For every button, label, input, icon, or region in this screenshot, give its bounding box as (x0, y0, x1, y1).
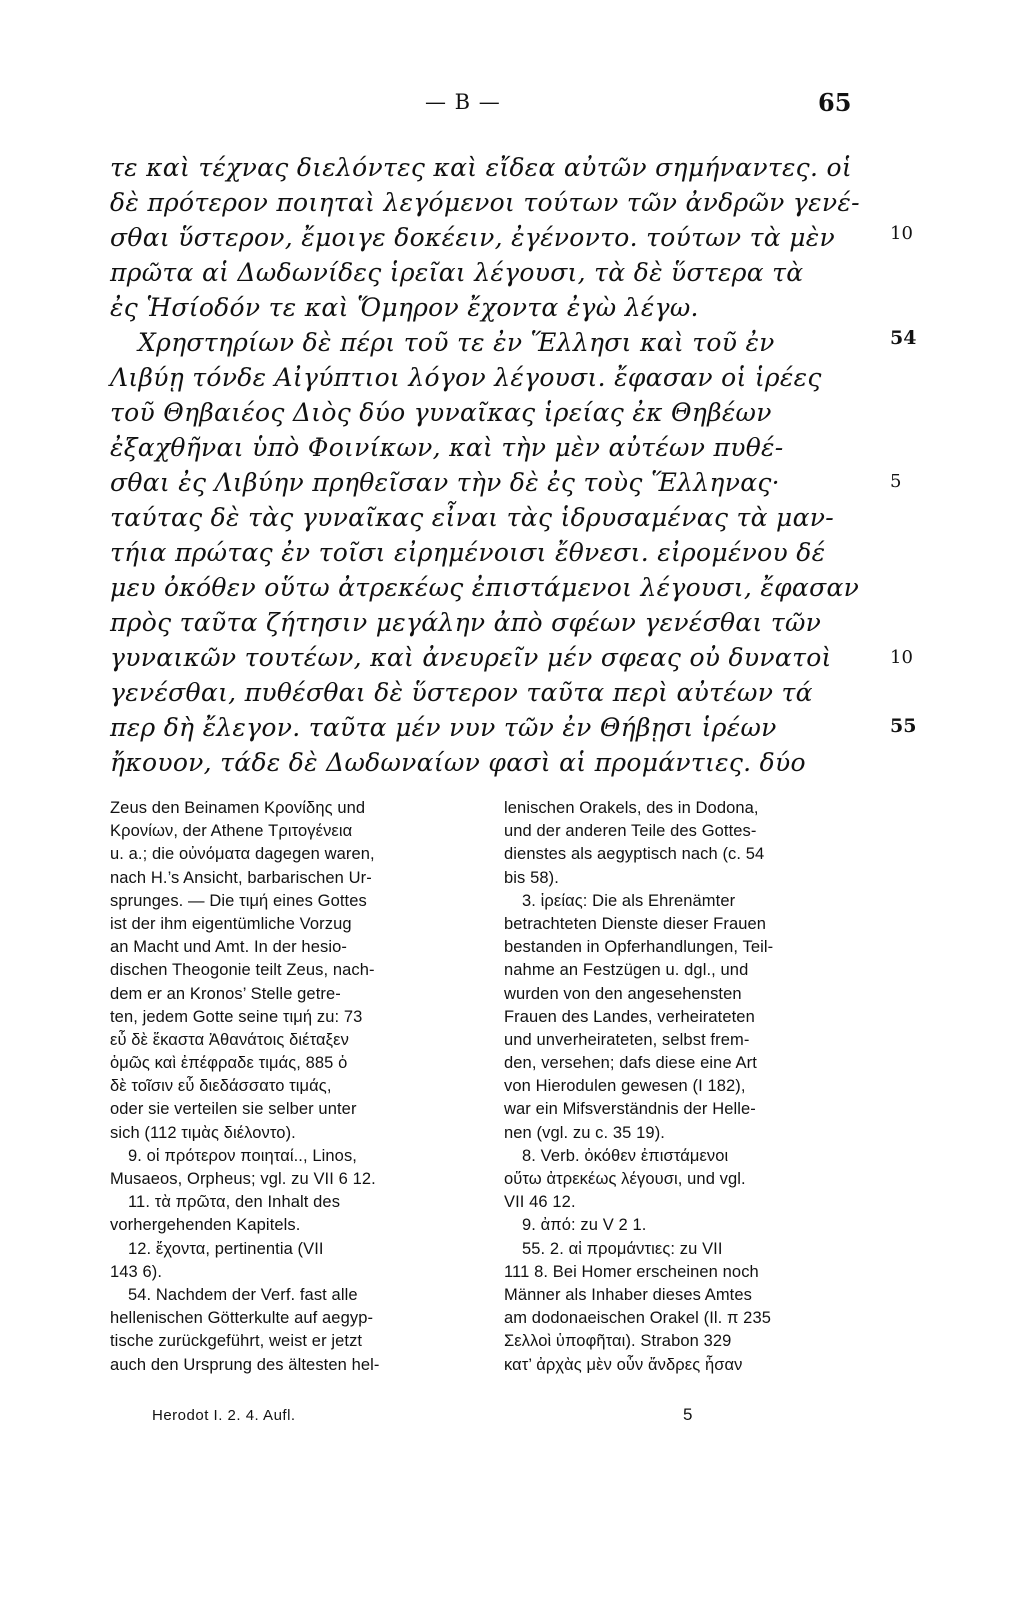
margin-line-number: 10 (890, 223, 913, 244)
note-line: tische zurückgeführt, weist er jetzt (110, 1332, 363, 1351)
note-line: an Macht und Amt. In der hesio- (110, 938, 347, 957)
note-line: und unverheirateten, selbst frem- (504, 1030, 750, 1049)
note-line: und der anderen Teile des Gottes- (504, 822, 757, 841)
note-line: 55. 2. αἱ προμάντιες: zu VII (522, 1239, 723, 1258)
commentary-right-column (504, 797, 876, 1377)
note-line: nen (vgl. zu c. 35 19). (504, 1123, 665, 1142)
footer-source: Herodot I. 2. 4. Aufl. (152, 1407, 296, 1424)
greek-text (110, 150, 880, 780)
greek-line: γενέσθαι, πυθέσθαι δὲ ὕστερον ταῦτα περὶ αὐτέων τά (110, 678, 813, 707)
note-line: VII 46 12. (504, 1193, 576, 1212)
note-line: 9. οἱ πρότερον ποιηταί.., Linos, (128, 1146, 357, 1165)
note-line: Σελλοὶ ὑποφῆται). Strabon 329 (504, 1332, 732, 1351)
signature-mark: — B — (425, 90, 501, 114)
greek-line: πρῶτα αἱ Δωδωνίδες ἱρεῖαι λέγουσι, τὰ δὲ ὕστερα τὰ (110, 258, 804, 287)
note-line: 8. Verb. ὀκόθεν ἐπιστάμενοι (522, 1146, 729, 1165)
note-line: Männer als Inhaber dieses Amtes (504, 1285, 752, 1304)
footer-signature-number: 5 (683, 1405, 693, 1424)
greek-line: Χρηστηρίων δὲ πέρι τοῦ τε ἐν Ἕλλησι καὶ τοῦ ἐν (138, 328, 775, 357)
note-line: nahme an Festzügen u. dgl., und (504, 961, 749, 980)
margin-line-number: 10 (890, 647, 913, 668)
note-line: am dodonaeischen Orakel (Il. π 235 (504, 1309, 772, 1328)
note-line: Musaeos, Orpheus; vgl. zu VII 6 12. (110, 1170, 376, 1188)
margin-line-number: 5 (890, 471, 902, 492)
note-line: sprunges. — Die τιμή eines Gottes (110, 891, 367, 910)
note-line: κατ’ ἀρχὰς μὲν οὖν ἄνδρες ἦσαν (504, 1355, 743, 1374)
note-line: bis 58). (504, 868, 559, 887)
page-number: 65 (818, 88, 852, 117)
note-line: dienstes als aegyptisch nach (c. 54 (504, 845, 765, 864)
note-line: u. a.; die οὐνόματα dagegen waren, (110, 845, 375, 864)
note-line: ist der ihm eigentümliche Vorzug (110, 914, 352, 933)
greek-line: ἐξαχθῆναι ὑπὸ Φοινίκων, καὶ τὴν μὲν αὐτέων πυθέ- (110, 433, 784, 462)
greek-line: ἐς Ἡσίοδόν τε καὶ Ὅμηρον ἔχοντα ἐγὼ λέγω. (110, 293, 699, 322)
greek-line: γυναικῶν τουτέων, καὶ ἀνευρεῖν μέν σφεας οὐ δυνατοὶ (110, 643, 832, 672)
note-line: sich (112 τιμὰς διέλοντο). (110, 1123, 296, 1142)
note-line: nach H.’s Ansicht, barbarischen Ur- (110, 868, 372, 887)
greek-line: τήια πρώτας ἐν τοῖσι εἰρημένοισι ἔθνεσι. εἰρομένου δέ (110, 538, 826, 567)
note-line: 11. τὰ πρῶτα, den Inhalt des (128, 1193, 341, 1212)
note-line: von Hierodulen gewesen (I 182), (504, 1077, 746, 1096)
greek-line: σθαι ὕστερον, ἔμοιγε δοκέειν, ἐγένοντο. τούτων τὰ μὲν (110, 223, 835, 252)
greek-line: δὲ πρότερον ποιηταὶ λεγόμενοι τούτων τῶν ἀνδρῶν γενέ- (110, 188, 860, 217)
note-line: 12. ἔχοντα, pertinentia (VII (128, 1239, 324, 1258)
note-line: οὕτω ἀτρεκέως λέγουσι, und vgl. (504, 1170, 746, 1188)
note-line: war ein Mifsverständnis der Helle- (504, 1100, 756, 1119)
note-line: oder sie verteilen sie selber unter (110, 1100, 357, 1119)
note-line: dischen Theogonie teilt Zeus, nach- (110, 961, 375, 980)
greek-line: περ δὴ ἔλεγον. ταῦτα μέν νυν τῶν ἐν Θήβῃσι ἱρέων (110, 713, 777, 742)
margin-chapter-number: 54 (890, 327, 917, 349)
greek-line: τοῦ Θηβαιέος Διὸς δύο γυναῖκας ἱρείας ἐκ Θηβέων (110, 398, 772, 427)
greek-line: ἤκουον, τάδε δὲ Δωδωναίων φασὶ αἱ προμάντιες. δύο (110, 748, 806, 777)
note-line: 143 6). (110, 1262, 163, 1281)
margin-chapter-number: 55 (890, 715, 917, 737)
note-line: δὲ τοῖσιν εὖ διεδάσσατο τιμάς, (110, 1077, 332, 1096)
note-line: den, versehen; dafs diese eine Art (504, 1054, 757, 1073)
note-line: 54. Nachdem der Verf. fast alle (128, 1285, 358, 1304)
note-line: 3. ἱρείας: Die als Ehrenämter (522, 891, 736, 910)
note-line: wurden von den angesehensten (504, 984, 742, 1003)
note-line: betrachteten Dienste dieser Frauen (504, 914, 767, 933)
greek-line: μευ ὀκόθεν οὕτω ἀτρεκέως ἐπιστάμενοι λέγουσι, ἔφασαν (110, 573, 860, 602)
note-line: 9. ἀπό: zu V 2 1. (522, 1216, 647, 1235)
note-line: lenischen Orakels, des in Dodona, (504, 799, 759, 817)
greek-line: πρὸς ταῦτα ζήτησιν μεγάλην ἀπὸ σφέων γενέσθαι τῶν (110, 608, 822, 637)
note-line: εὖ δὲ ἕκαστα Ἀθανάτοις διέταξεν (110, 1030, 349, 1049)
note-line: Frauen des Landes, verheirateten (504, 1007, 755, 1026)
note-line: bestanden in Opferhandlungen, Teil- (504, 938, 774, 957)
greek-line: ταύτας δὲ τὰς γυναῖκας εἶναι τὰς ἱδρυσαμένας τὰ μαν- (110, 503, 835, 532)
greek-line: σθαι ἐς Λιβύην πρηθεῖσαν τὴν δὲ ἐς τοὺς Ἕλληνας· (110, 468, 780, 497)
commentary-left-column (110, 797, 482, 1377)
note-line: dem er an Kronos’ Stelle getre- (110, 984, 341, 1003)
greek-line: Λιβύῃ τόνδε Αἰγύπτιοι λόγον λέγουσι. ἔφασαν οἱ ἱρέες (110, 363, 822, 392)
note-line: hellenischen Götterkulte auf aegyp- (110, 1309, 374, 1328)
note-line: auch den Ursprung des ältesten hel- (110, 1355, 380, 1374)
note-line: 111 8. Bei Homer erscheinen noch (504, 1262, 759, 1281)
note-line: ὁμῶς καὶ ἐπέφραδε τιμάς, 885 ὁ (110, 1054, 348, 1073)
note-line: vorhergehenden Kapitels. (110, 1216, 301, 1235)
note-line: Zeus den Beinamen Κρονίδης und (110, 799, 366, 817)
greek-line: τε καὶ τέχνας διελόντες καὶ εἴδεα αὐτῶν σημήναντες. οἱ (110, 153, 852, 182)
note-line: Κρονίων, der Athene Τριτογένεια (110, 822, 353, 841)
note-line: ten, jedem Gotte seine τιμή zu: 73 (110, 1007, 363, 1026)
